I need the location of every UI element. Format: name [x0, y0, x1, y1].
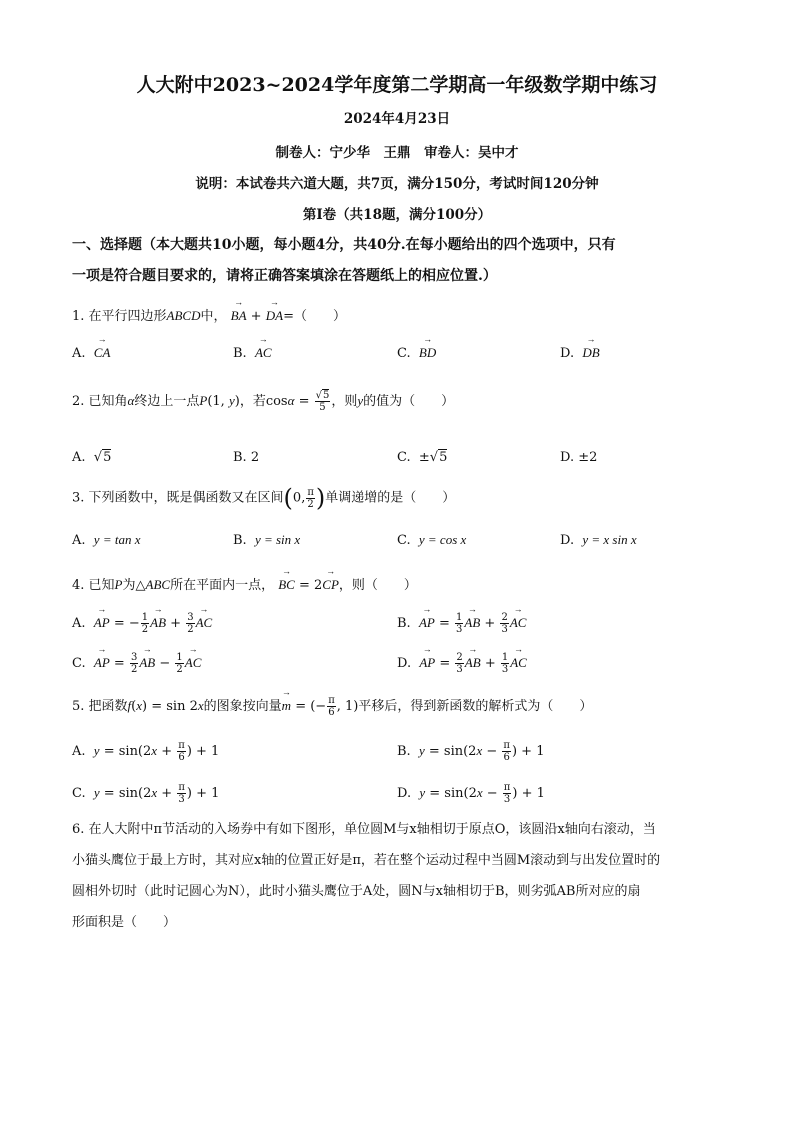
q2-option-c[interactable]: C. ±√5 [397, 450, 448, 465]
q5-option-d[interactable]: D. y = sin(2x − $\frac{\pi}{3}$ ) + 1 [397, 782, 545, 805]
question-2-stem: 2. 已知角α终边上一点P(1, y)，若cosα = $\frac{√5}{5}$ ，则y的值为（ ） [72, 390, 455, 413]
q2-option-a[interactable]: A. √5 [72, 450, 112, 465]
q1-option-b[interactable]: B. → AC [233, 345, 272, 361]
q1-option-d[interactable]: D. → DB [560, 345, 600, 361]
question-1-stem: 1. 在平行四边形ABCD中， → BA + → DA=（ ） [72, 305, 346, 324]
q5-option-c[interactable]: C. y = sin(2x + $\frac{\pi}{3}$ ) + 1 [72, 782, 220, 805]
q3-option-c[interactable]: C. y = cos x [397, 532, 467, 548]
q4-option-d[interactable]: D. → AP = $\frac{2}{3}$ → AB + $\frac{1}{3}$ → AC [397, 652, 527, 675]
section-heading-line2: 一项是符合题目要求的，请将正确答案填涂在答题纸上的相应位置.） [72, 268, 497, 284]
exam-note: 说明：本试卷共六道大题，共7页，满分150分，考试时间120分钟 [195, 176, 599, 192]
q4-option-c[interactable]: C. → AP = $\frac{3}{2}$ → AB − $\frac{1}{2}$ → AC [72, 652, 201, 675]
question-3-stem: 3. 下列函数中，既是偶函数又在区间(0, $\frac{\pi}{2}$ )单调递增的是（ ） [72, 484, 456, 512]
question-5-stem: 5. 把函数f(x) = sin 2x的图象按向量→ m = (− $\frac{\pi}{6}$ , 1)平移后，得到新函数的解析式为（ ） [72, 695, 592, 718]
q1-option-a[interactable]: A. → CA [72, 345, 110, 361]
q3-option-b[interactable]: B. y = sin x [233, 532, 301, 548]
q3-option-a[interactable]: A. y = tan x [72, 532, 141, 548]
q3-option-d[interactable]: D. y = x sin x [560, 532, 637, 548]
q4-option-b[interactable]: B. → AP = $\frac{1}{3}$ → AB + $\frac{2}{3}$ → AC [397, 612, 526, 635]
page-title: 人大附中2023~2024学年度第二学期高一年级数学期中练习 [136, 74, 658, 96]
q5-option-b[interactable]: B. y = sin(2x − $\frac{\pi}{6}$ ) + 1 [397, 740, 545, 763]
question-6-line3: 圆相外切时（此时记圆心为N），此时小猫头鹰位于A处，圆N与x轴相切于B，则劣弧AB所对应的扇 [72, 884, 641, 899]
question-4-stem: 4. 已知P为△ABC所在平面内一点， → BC = 2→ CP，则（ ） [72, 574, 417, 593]
q1-option-c[interactable]: C. → BD [397, 345, 436, 361]
section-heading-line1: 一、选择题（本大题共10小题，每小题4分，共40分.在每小题给出的四个选项中，只有 [72, 237, 616, 253]
question-6-line1: 6. 在人大附中π节活动的入场券中有如下图形，单位圆M与x轴相切于原点O，该圆沿x轴向右滚动，当 [72, 822, 656, 837]
exam-date: 2024年4月23日 [343, 111, 451, 127]
question-6-line2: 小猫头鹰位于最上方时，其对应x轴的位置正好是π，若在整个运动过程中当圆M滚动到与出发位置时的 [72, 853, 661, 868]
q4-option-a[interactable]: A. → AP = − $\frac{1}{2}$ → AB + $\frac{3}{2}$ → AC [72, 612, 212, 635]
q2-option-d[interactable]: D. ±2 [560, 450, 598, 465]
q2-option-b[interactable]: B. 2 [233, 450, 260, 465]
q5-option-a[interactable]: A. y = sin(2x + $\frac{\pi}{6}$ ) + 1 [72, 740, 220, 763]
authors-line: 制卷人：宁少华 王鼎 审卷人：吴中才 [275, 145, 519, 161]
part-heading: 第Ⅰ卷（共18题，满分100分） [302, 207, 492, 223]
question-6-line4: 形面积是（ ） [72, 915, 177, 930]
